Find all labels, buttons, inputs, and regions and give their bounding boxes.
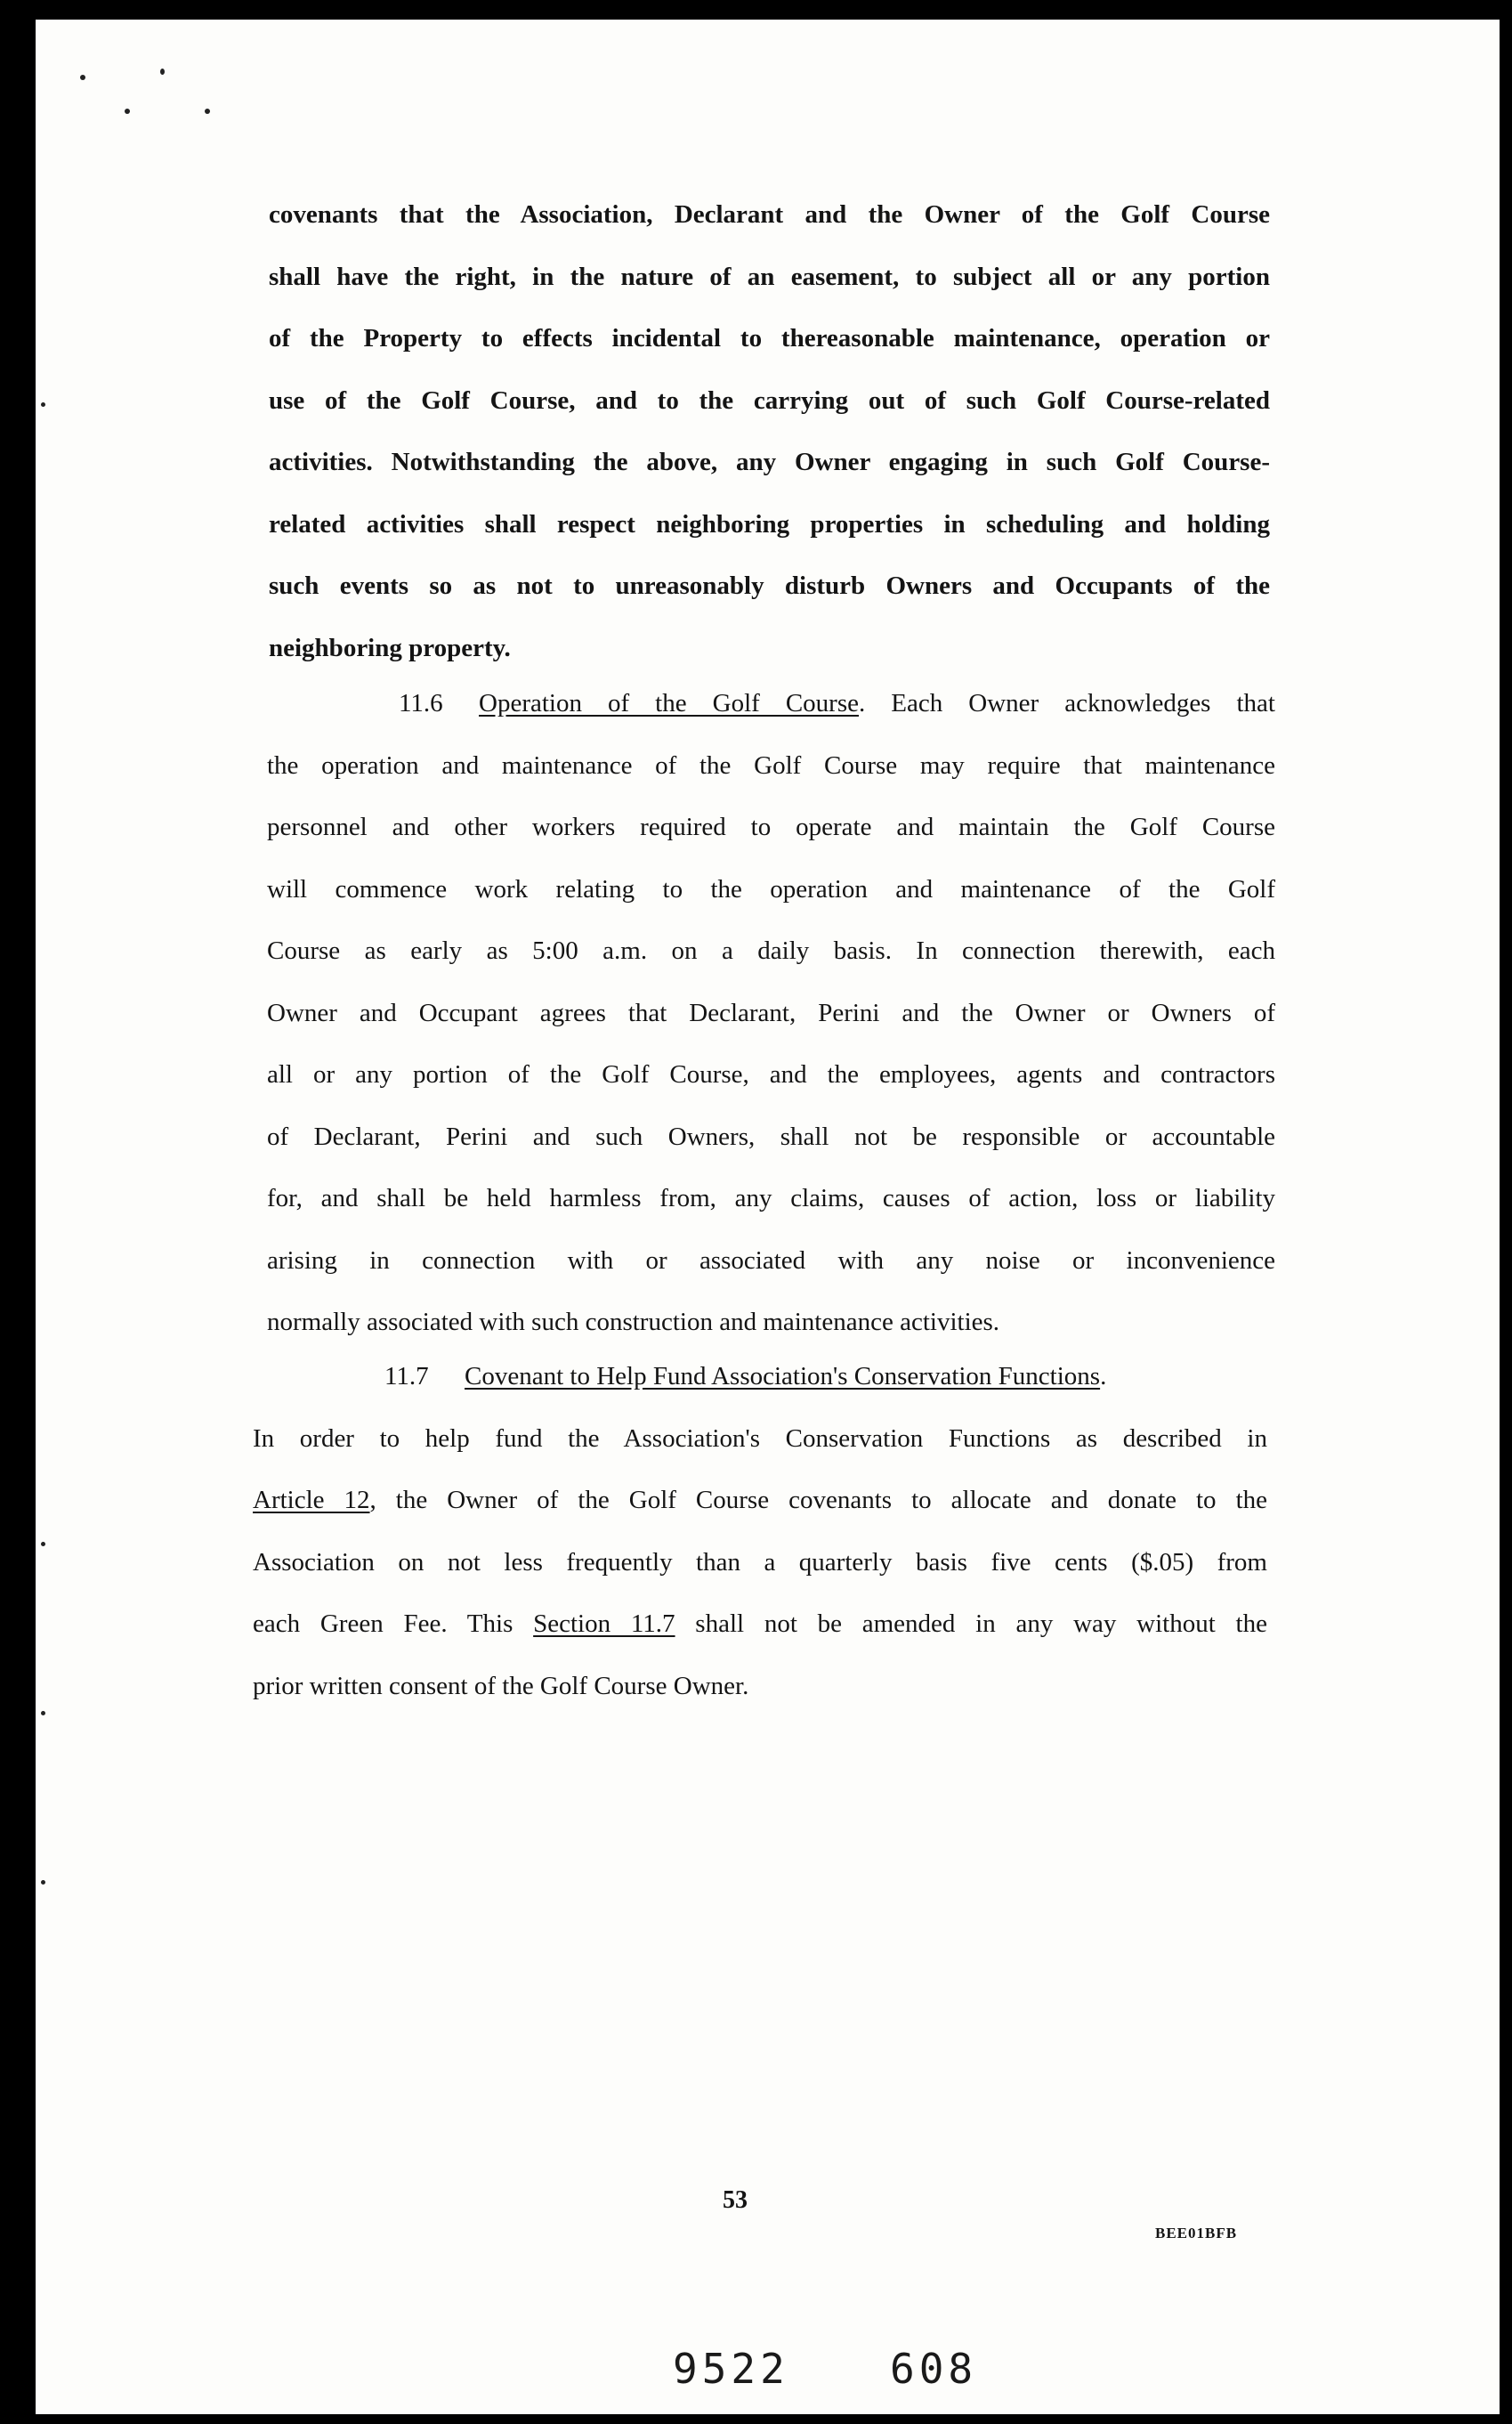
text-line: such events so as not to unreasonably disturb Owners and Occupants of the <box>269 572 1270 600</box>
text-line: shall have the right, in the nature of an easement, to subject all or any portion <box>269 262 1270 291</box>
text-fragment: each Green Fee. This <box>253 1609 534 1638</box>
text-line: covenants that the Association, Declarant and the Owner of the Golf Course <box>269 200 1270 229</box>
section-11-7 <box>253 1346 1267 1717</box>
text-line: neighboring property. <box>269 633 511 662</box>
scan-speck <box>125 109 130 114</box>
text-line: arising in connection with or associated with any noise or inconvenience <box>267 1245 1275 1275</box>
scan-speck <box>41 402 45 407</box>
scan-speck <box>41 1711 45 1715</box>
text-line: all or any portion of the Golf Course, and the employees, agents and contractors <box>267 1060 1275 1089</box>
text-line <box>253 1470 1267 1532</box>
text-line <box>253 1593 1267 1656</box>
section-title: Operation of the Golf Course <box>479 689 859 717</box>
text-line: Association on not less frequently than a quarterly basis five cents ($.05) from <box>253 1547 1267 1577</box>
text-line: related activities shall respect neighboring properties in scheduling and holding <box>269 509 1270 539</box>
text-fragment: shall not be amended in any way without the <box>675 1609 1267 1638</box>
text-line: will commence work relating to the operation and maintenance of the Golf <box>267 874 1275 904</box>
text-line: for, and shall be held harmless from, any claims, causes of action, loss or liability <box>267 1184 1275 1212</box>
scan-speck <box>205 109 210 114</box>
text-line: personnel and other workers required to operate and maintain the Golf Course <box>267 813 1275 841</box>
text-line: of Declarant, Perini and such Owners, shall not be responsible or accountable <box>267 1122 1275 1151</box>
page-number: 53 <box>723 2186 748 2214</box>
document-code: BEE01BFB <box>1155 2225 1238 2242</box>
section-11-7-heading-line <box>253 1346 1267 1408</box>
text-line: normally associated with such construction and maintenance activities. <box>267 1308 1000 1336</box>
text-fragment: . Each Owner acknowledges that <box>858 689 1275 717</box>
text-line: Owner and Occupant agrees that Declarant, Perini and the Owner or Owners of <box>267 998 1275 1027</box>
section-number: 11.7 <box>384 1362 429 1390</box>
document-page <box>36 20 1500 2414</box>
text-line: In order to help fund the Association's Conservation Functions as described in <box>253 1423 1267 1453</box>
recording-page-number: 608 <box>890 2345 978 2393</box>
recording-book-number: 9522 <box>673 2345 789 2393</box>
text-line: of the Property to effects incidental to thereasonable maintenance, operation or <box>269 324 1270 353</box>
section-number: 11.6 <box>399 689 443 717</box>
article-reference: Article 12 <box>253 1486 370 1514</box>
scan-speck <box>41 1880 45 1885</box>
scan-speck <box>41 1542 45 1546</box>
scan-speck <box>160 69 165 75</box>
text-line: prior written consent of the Golf Course Owner. <box>253 1671 749 1700</box>
text-fragment: , the Owner of the Golf Course covenants to allocate and donate to the <box>369 1486 1268 1514</box>
section-reference: Section 11.7 <box>533 1609 675 1638</box>
text-line: Course as early as 5:00 a.m. on a daily basis. In connection therewith, each <box>267 936 1275 965</box>
text-line: use of the Golf Course, and to the carrying out of such Golf Course-related <box>269 385 1270 415</box>
section-title: Covenant to Help Fund Association's Conservation Functions <box>465 1362 1101 1390</box>
text-line: activities. Notwithstanding the above, any Owner engaging in such Golf Course- <box>269 448 1270 476</box>
section-11-6-heading-line <box>267 673 1275 735</box>
scan-speck <box>80 75 85 80</box>
text-line: the operation and maintenance of the Golf Course may require that maintenance <box>267 750 1275 780</box>
text-fragment: . <box>1100 1362 1107 1390</box>
section-11-6 <box>267 673 1275 1354</box>
paragraph-golf-course-easement <box>269 184 1270 679</box>
